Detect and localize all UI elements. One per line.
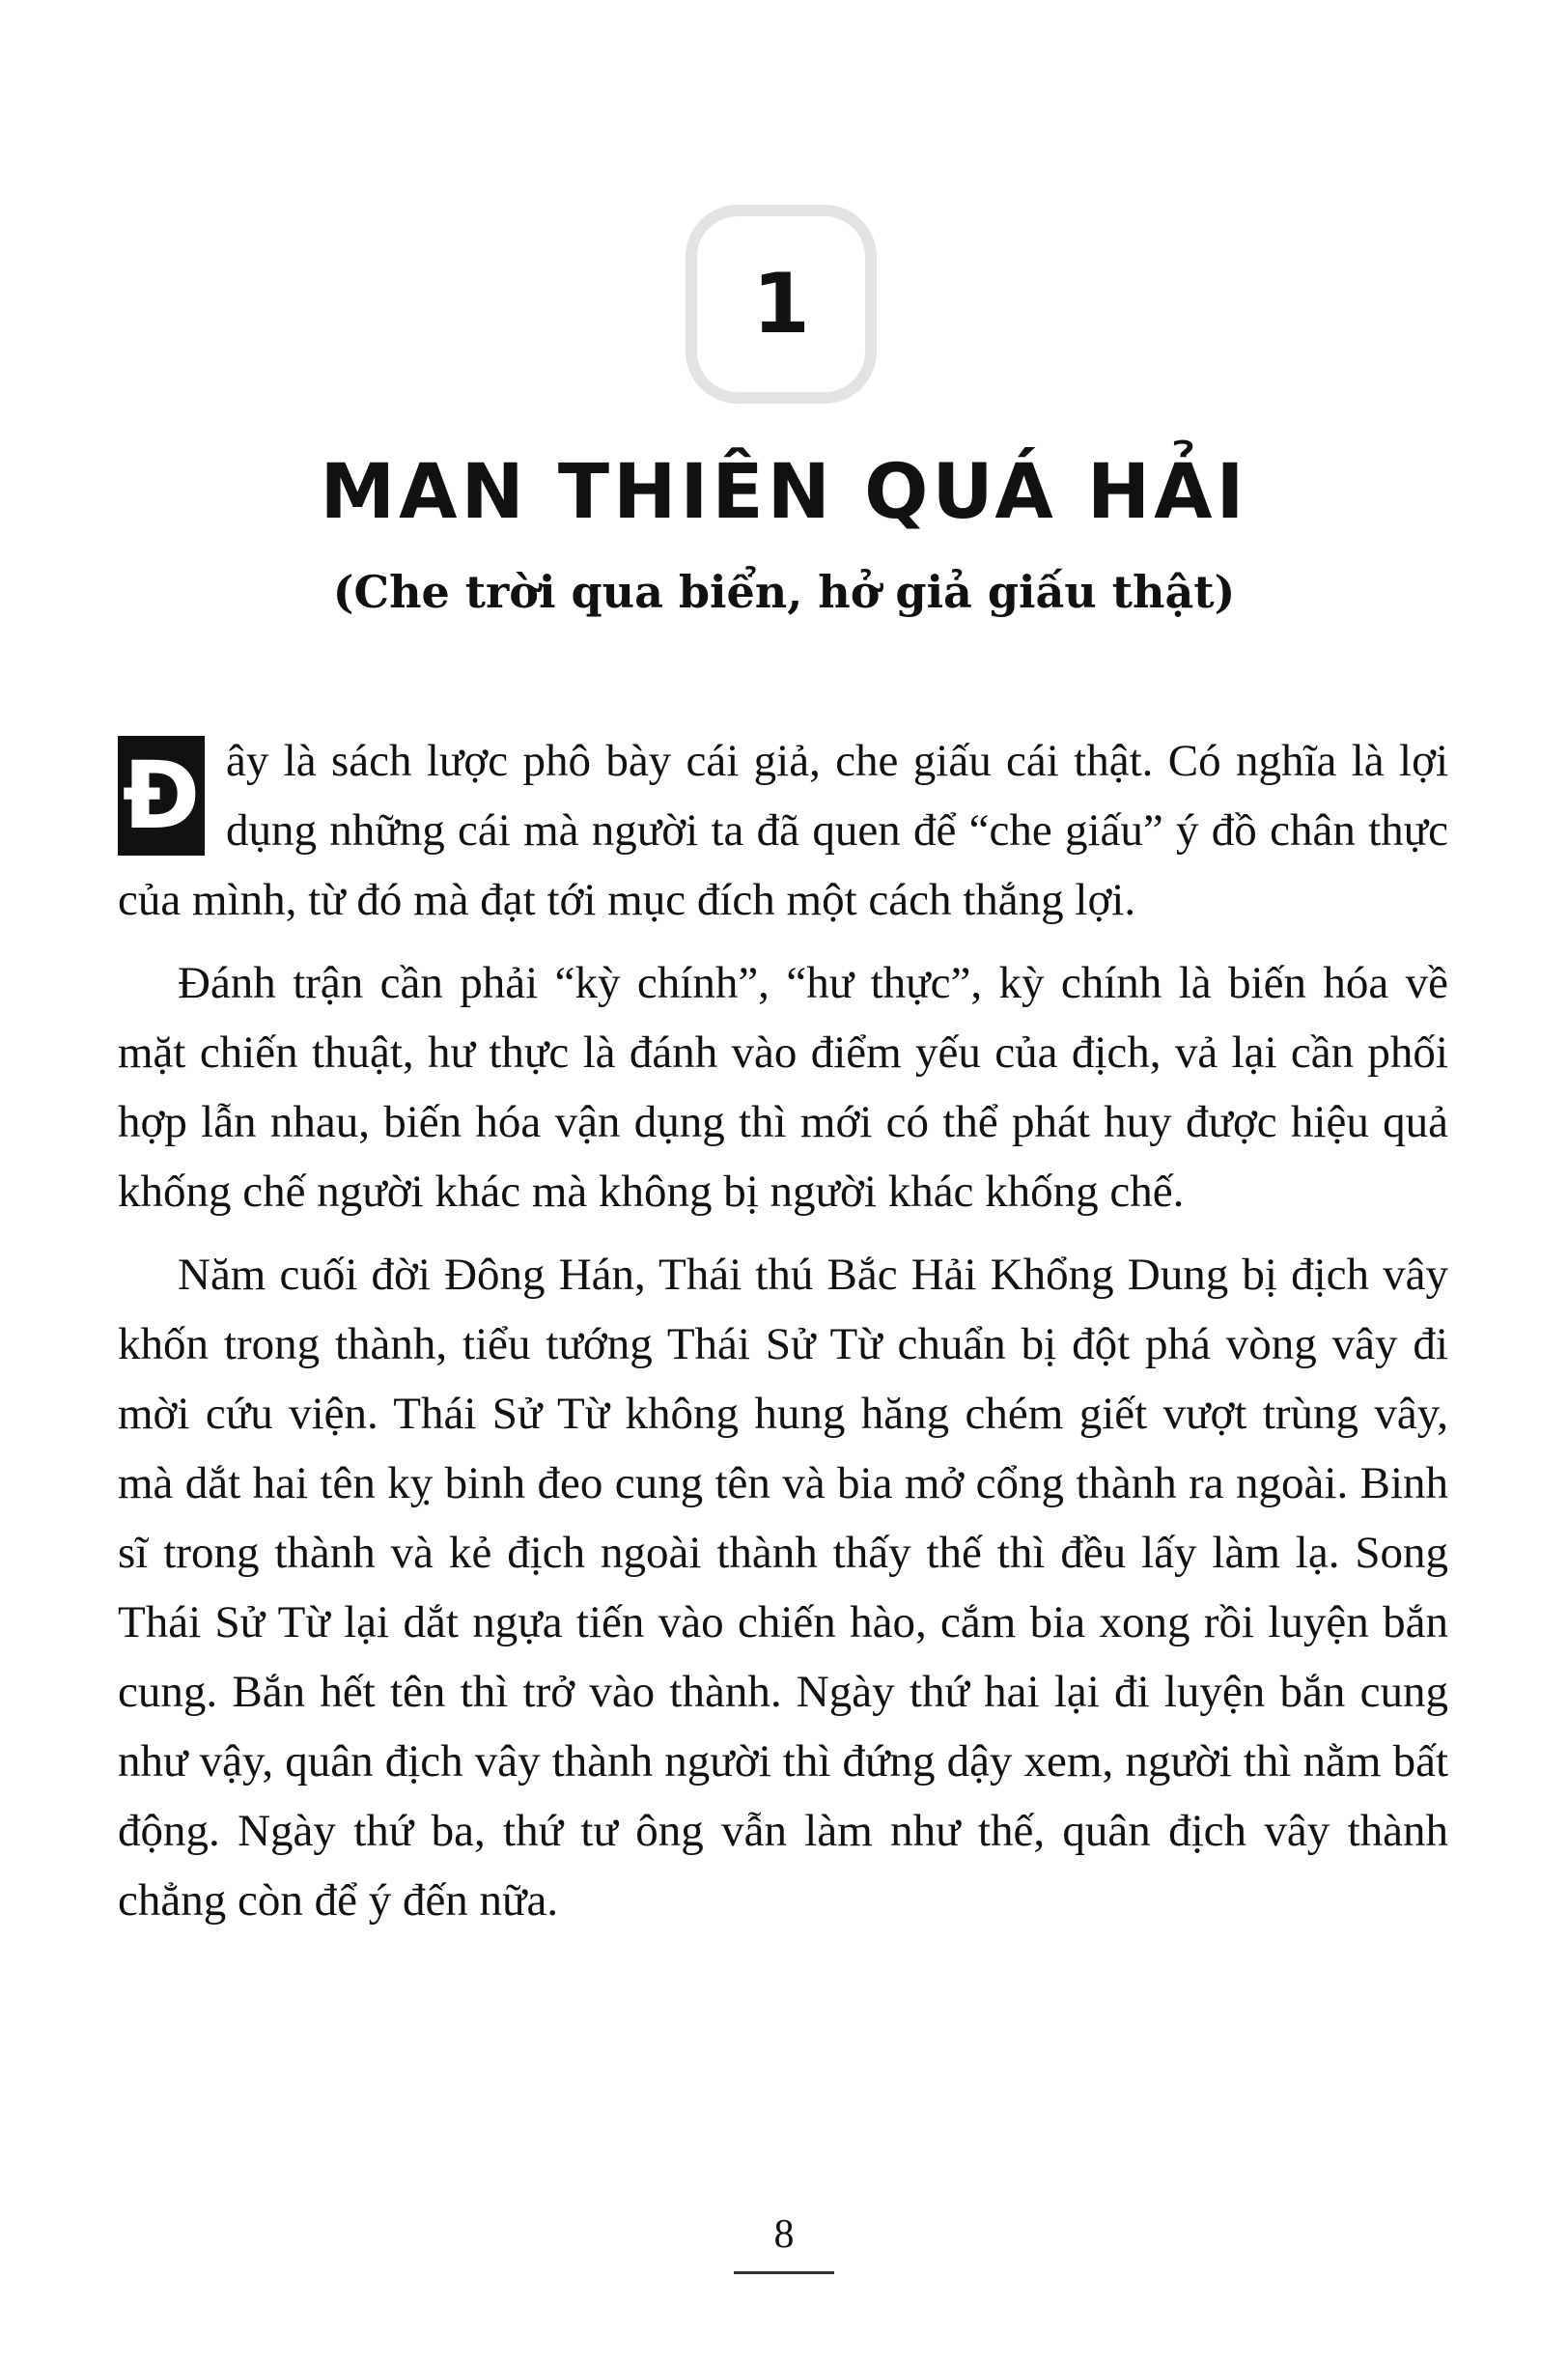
chapter-title: MAN THIÊN QUÁ HẢI xyxy=(320,449,1248,536)
paragraph: Năm cuối đời Đông Hán, Thái thú Bắc Hải Khổng Dung bị địch vây khốn trong thành, tiểu tướng Thái Sử Từ chuẩn bị đột phá vòng vây đi mời cứu viện. Thái Sử Từ không hung hăng chém giết vượt trùng vây, mà dắt hai tên kỵ binh đeo cung tên và bia mở cổng thành ra ngoài. Binh sĩ trong thành và kẻ địch ngoài thành thấy thế thì đều lấy làm lạ. Song Thái Sử Từ lại dắt ngựa tiến vào chiến hào, cắm bia xong rồi luyện bắn cung. Bắn hết tên thì trở vào thành. Ngày thứ hai lại đi luyện bắn cung như vậy, quân địch vây thành người thì đứng dậy xem, người thì nằm bất động. Ngày thứ ba, thứ tư ông vẫn làm như thế, quân địch vây thành chẳng còn để ý đến nữa. xyxy=(118,1250,1448,1926)
paragraph-text: ây là sách lược phô bày cái giả, che giấu cái thật. Có nghĩa là lợi dụng những cái mà người ta đã quen để “che giấu” ý đồ chân thực của mình, từ đó mà đạt tới mục đích một cách thắng lợi. xyxy=(118,736,1448,925)
paragraph xyxy=(118,726,1448,935)
paragraph: Đánh trận cần phải “kỳ chính”, “hư thực”, kỳ chính là biến hóa về mặt chiến thuật, hư thực là đánh vào điểm yếu của địch, vả lại cần phối hợp lẫn nhau, biến hóa vận dụng thì mới có thể phát huy được hiệu quả khống chế người khác mà không bị người khác khống chế. xyxy=(118,958,1448,1217)
chapter-subtitle: (Che trời qua biển, hở giả giấu thật) xyxy=(332,566,1236,618)
drop-cap: Đ xyxy=(118,736,205,856)
chapter-number-badge xyxy=(686,205,877,404)
page-number: 8 xyxy=(773,2212,795,2257)
page-number-underline xyxy=(734,2271,834,2274)
chapter-body xyxy=(118,726,1448,1949)
chapter-number: 1 xyxy=(752,256,810,352)
